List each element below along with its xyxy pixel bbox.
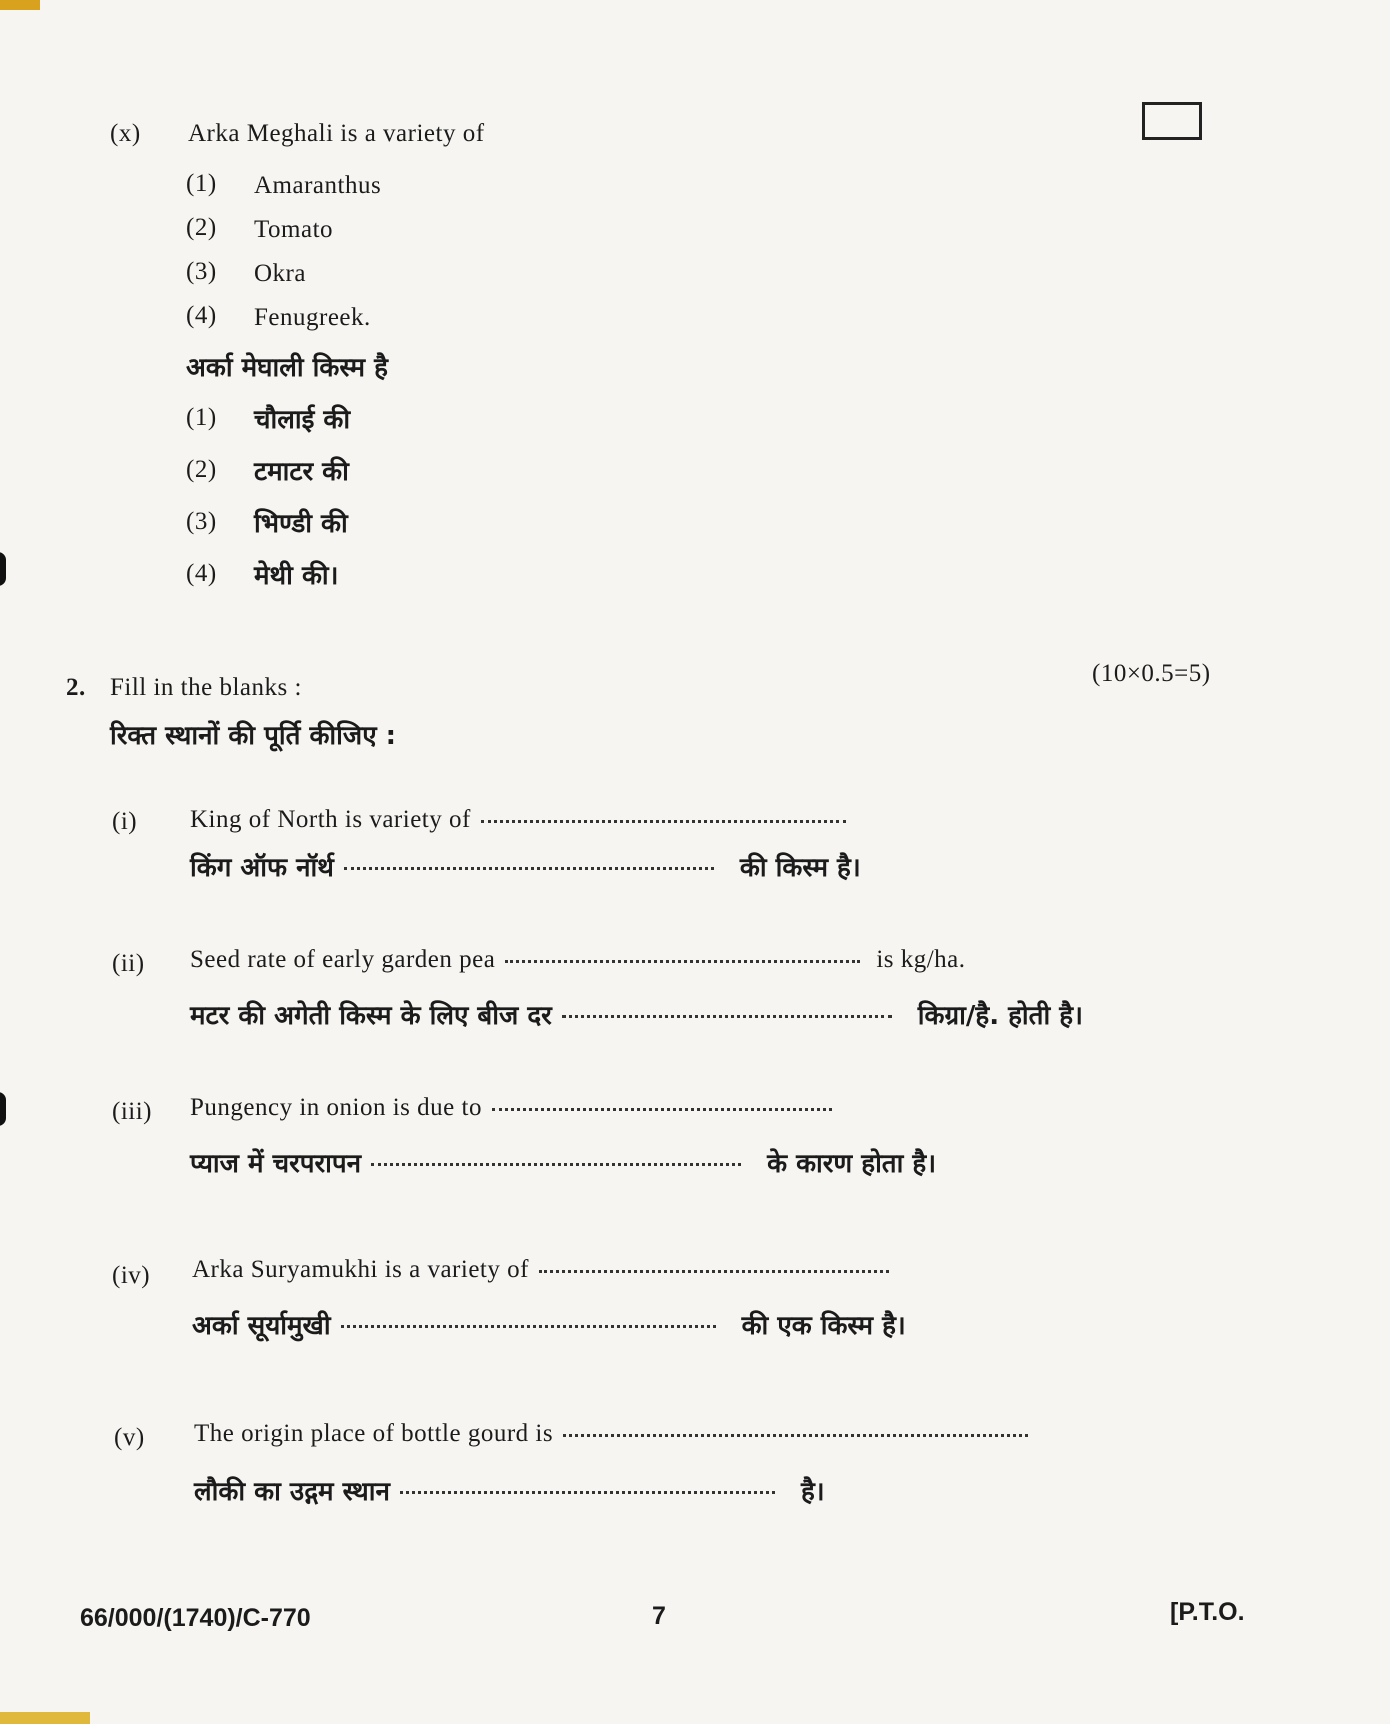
blank-text: Pungency in onion is due to	[190, 1094, 482, 1121]
question-number: (x)	[110, 120, 141, 147]
binding-hole	[0, 552, 6, 586]
page-number: 7	[652, 1602, 666, 1630]
question-text: Arka Meghali is a variety of	[188, 120, 485, 147]
item-number: (v)	[114, 1424, 145, 1451]
blank-dots[interactable]	[371, 1163, 741, 1166]
option-text-hindi: चौलाई की	[254, 405, 351, 435]
scan-corner-mark	[0, 1712, 90, 1724]
blank-text: The origin place of bottle gourd is	[194, 1420, 554, 1447]
option-text-hindi: टमाटर की	[254, 457, 349, 487]
blank-text: King of North is variety of	[190, 806, 471, 833]
blank-suffix-hindi: की एक किस्म है।	[741, 1311, 906, 1341]
item-number: (i)	[112, 808, 138, 835]
binding-hole	[0, 1092, 6, 1126]
option-text: Fenugreek.	[254, 304, 371, 331]
blank-dots[interactable]	[341, 1325, 716, 1328]
blank-text: Arka Suryamukhi is a variety of	[192, 1256, 529, 1283]
option-text: Okra	[254, 260, 306, 287]
option-text-hindi: भिण्डी की	[254, 509, 348, 539]
blank-text-hindi: प्याज में चरपरापन	[190, 1149, 362, 1179]
blank-suffix-hindi: है।	[800, 1477, 825, 1507]
option-number: (4)	[186, 560, 217, 587]
marks-label: (10×0.5=5)	[1092, 660, 1211, 687]
paper-code: 66/000/(1740)/C-770	[80, 1604, 311, 1632]
blank-text: Seed rate of early garden pea	[190, 946, 496, 973]
blank-line-english	[192, 1256, 899, 1284]
blank-suffix-hindi: किग्रा/है. होती है।	[917, 1001, 1083, 1031]
blank-line-hindi	[190, 996, 1083, 1032]
scan-corner-mark	[0, 0, 40, 10]
item-number: (iv)	[112, 1262, 151, 1289]
option-number: (1)	[186, 170, 217, 197]
pto-label: [P.T.O.	[1170, 1598, 1245, 1626]
section-title: Fill in the blanks :	[110, 674, 302, 701]
option-text: Tomato	[254, 216, 334, 243]
blank-line-hindi	[190, 1144, 936, 1180]
option-number: (3)	[186, 508, 217, 535]
option-text-hindi: मेथी की।	[254, 561, 339, 591]
blank-line-english	[190, 1094, 842, 1122]
blank-dots[interactable]	[400, 1491, 775, 1494]
option-number: (4)	[186, 302, 217, 329]
answer-box[interactable]	[1142, 102, 1202, 140]
blank-dots[interactable]	[563, 1434, 1028, 1437]
blank-line-hindi	[194, 1472, 825, 1508]
blank-text-hindi: लौकी का उद्गम स्थान	[194, 1477, 390, 1507]
blank-dots[interactable]	[481, 820, 846, 823]
blank-text-hindi: मटर की अगेती किस्म के लिए बीज दर	[190, 1001, 552, 1031]
option-number: (2)	[186, 214, 217, 241]
blank-dots[interactable]	[505, 960, 860, 963]
question-text-hindi: अर्का मेघाली किस्म है	[186, 353, 388, 383]
option-number: (2)	[186, 456, 217, 483]
blank-line-english	[190, 946, 966, 974]
blank-line-english	[190, 806, 856, 834]
item-number: (ii)	[112, 950, 145, 977]
blank-line-english	[194, 1420, 1038, 1448]
section-title-hindi: रिक्त स्थानों की पूर्ति कीजिए :	[110, 721, 397, 751]
blank-suffix: is kg/ha.	[876, 946, 966, 973]
option-number: (1)	[186, 404, 217, 431]
item-number: (iii)	[112, 1098, 152, 1125]
blank-line-hindi	[192, 1306, 906, 1342]
option-text: Amaranthus	[254, 172, 382, 199]
blank-text-hindi: किंग ऑफ नॉर्थ	[190, 853, 334, 883]
blank-dots[interactable]	[562, 1015, 892, 1018]
blank-suffix-hindi: के कारण होता है।	[767, 1149, 937, 1179]
blank-dots[interactable]	[539, 1270, 889, 1273]
blank-dots[interactable]	[344, 867, 714, 870]
question-number: 2.	[66, 674, 86, 701]
blank-dots[interactable]	[492, 1108, 832, 1111]
blank-suffix-hindi: की किस्म है।	[739, 853, 861, 883]
blank-line-hindi	[190, 848, 861, 884]
option-number: (3)	[186, 258, 217, 285]
blank-text-hindi: अर्का सूर्यामुखी	[192, 1311, 331, 1341]
